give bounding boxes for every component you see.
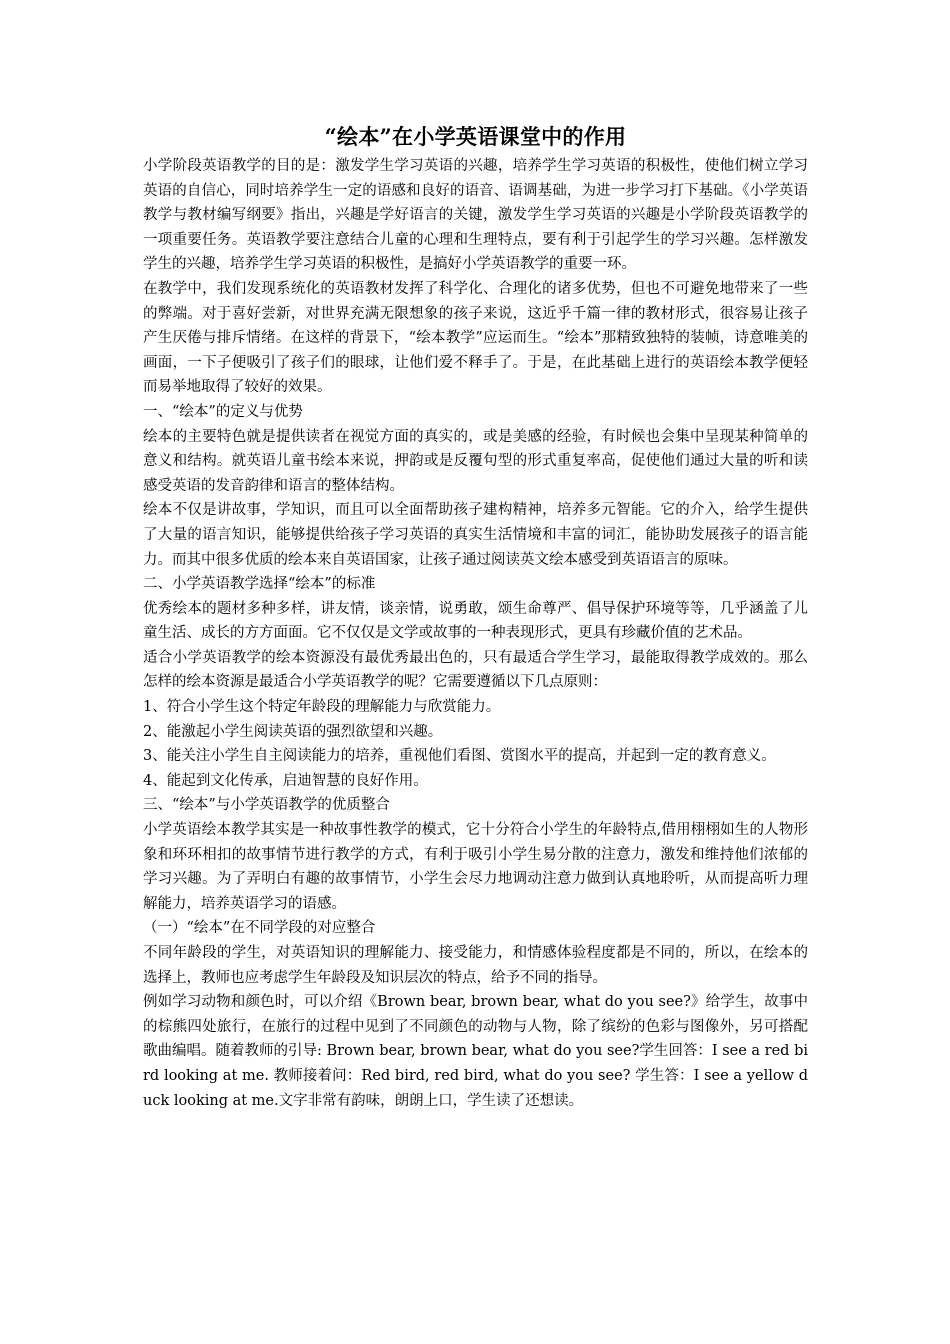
paragraph: 绘本的主要特色就是提供读者在视觉方面的真实的，或是美感的经验，有时候也会集中呈现某种简单的意义和结构。就英语儿童书绘本来说，押韵或是反覆句型的形式重复率高，促使他们通过大量的听和读感受英语的发音韵律和语言的整体结构。 [143, 428, 808, 494]
paragraph: 在教学中，我们发现系统化的英语教材发挥了科学化、合理化的诸多优势，但也不可避免地带来了一些的弊端。对于喜好尝新，对世界充满无限想象的孩子来说，这近乎千篇一律的教材形式，很容易让孩子产生厌倦与排斥情绪。在这样的背景下，“绘本教学”应运而生。“绘本”那精致独特的装帧，诗意唯美的画面，一下子便吸引了孩子们的眼球，让他们爱不释手了。于是，在此基础上进行的英语绘本教学便轻而易举地取得了较好的效果。 [143, 280, 808, 396]
paragraph: 绘本不仅是讲故事，学知识，而且可以全面帮助孩子建构精神，培养多元智能。它的介入，给学生提供了大量的语言知识，能够提供给孩子学习英语的真实生活情境和丰富的词汇，能协助发展孩子的语言能力。而其中很多优质的绘本来自英语国家，让孩子通过阅读英文绘本感受到英语语言的原味。 [143, 502, 808, 568]
paragraph: 例如学习动物和颜色时，可以介绍《Brown bear, brown bear, what do you see?》给学生，故事中的棕熊四处旅行，在旅行的过程中见到了不同颜色的动物与人物，除了缤纷的色彩与图像外，另可搭配歌曲编唱。随着教师的引导: Brown bear, brown bear, what do you see?学生回答：I see a red bird looking at me. 教师接着问：Red bird, red bird, what do you see? 学生答：I see a yellow duck looking at me.文字非常有韵味，朗朗上口，学生读了还想读。 [143, 994, 808, 1109]
paragraph: 不同年龄段的学生，对英语知识的理解能力、接受能力，和情感体验程度都是不同的，所以，在绘本的选择上，教师也应考虑学生年龄段及知识层次的特点，给予不同的指导。 [143, 945, 808, 986]
section-heading: 一、“绘本”的定义与优势 [143, 403, 303, 420]
paragraph: 1、符合小学生这个特定年龄段的理解能力与欣赏能力。 [143, 699, 501, 716]
section-heading: （一）“绘本”在不同学段的对应整合 [143, 920, 376, 937]
paragraph: 小学英语绘本教学其实是一种故事性教学的模式，它十分符合小学生的年龄特点,借用栩栩如生的人物形象和环环相扣的故事情节进行教学的方式，有利于吸引小学生易分散的注意力，激发和维持他们浓郁的学习兴趣。为了弄明白有趣的故事情节，小学生会尽力地调动注意力做到认真地聆听，从而提高听力理解能力，培养英语学习的语感。 [143, 822, 808, 912]
paragraph: 4、能起到文化传承，启迪智慧的良好作用。 [143, 772, 428, 789]
page-title: “绘本”在小学英语课堂中的作用 [324, 124, 627, 149]
paragraph: 优秀绘本的题材多种多样，讲友情，谈亲情，说勇敢，颂生命尊严、倡导保护环境等等，几乎涵盖了儿童生活、成长的方方面面。它不仅仅是文学或故事的一种表现形式，更具有珍藏价值的艺术品。 [143, 600, 808, 642]
document-text [143, 154, 808, 1113]
section-heading: 三、“绘本”与小学英语教学的优质整合 [143, 797, 390, 814]
section-heading: 二、小学英语教学选择“绘本”的标准 [143, 576, 376, 593]
paragraph: 小学阶段英语教学的目的是：激发学生学习英语的兴趣，培养学生学习英语的积极性，使他们树立学习英语的自信心，同时培养学生一定的语感和良好的语音、语调基础，为进一步学习打下基础。《小学英语教学与教材编写纲要》指出，兴趣是学好语言的关键，激发学生学习英语的兴趣是小学阶段英语教学的一项重要任务。英语教学要注意结合儿童的心理和生理特点，要有利于引起学生的学习兴趣。怎样激发学生的兴趣，培养学生学习英语的积极性，是搞好小学英语教学的重要一环。 [143, 158, 808, 273]
document-body [143, 121, 808, 1113]
paragraph: 3、能关注小学生自主阅读能力的培养，重视他们看图、赏图水平的提高，并起到一定的教育意义。 [143, 748, 776, 765]
paragraph: 2、能激起小学生阅读英语的强烈欲望和兴趣。 [143, 723, 443, 740]
paragraph: 适合小学英语教学的绘本资源没有最优秀最出色的，只有最适合学生学习，最能取得教学成效的。那么怎样的绘本资源是最适合小学英语教学的呢？它需要遵循以下几点原则： [143, 649, 808, 691]
